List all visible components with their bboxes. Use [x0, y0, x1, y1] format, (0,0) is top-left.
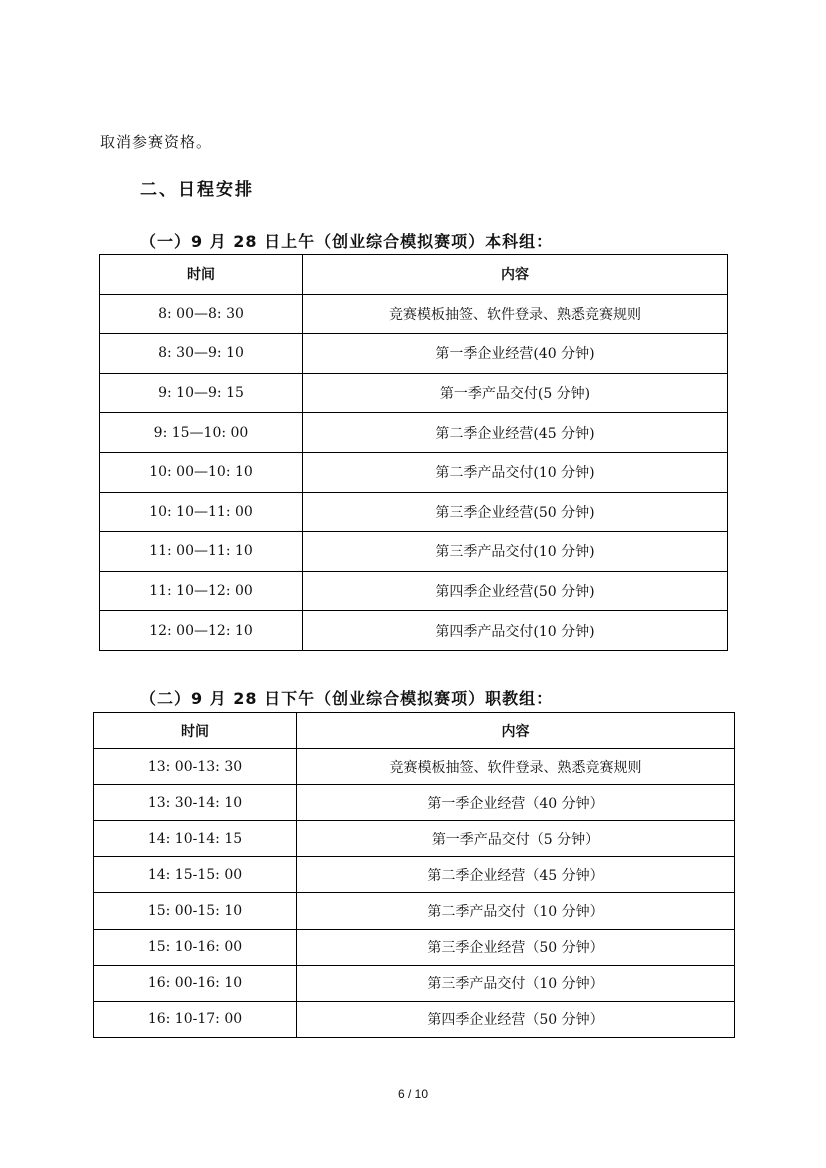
table-row	[100, 492, 728, 532]
page-number: 6 / 10	[397, 1087, 429, 1101]
time-cell: 15: 10-16: 00	[94, 929, 297, 965]
time-cell: 12: 00—12: 10	[100, 611, 303, 651]
header-content: 内容	[303, 255, 728, 295]
content-cell: 第一季企业经营(40 分钟)	[303, 334, 728, 374]
time-cell: 15: 00-15: 10	[94, 893, 297, 929]
table-row	[94, 749, 735, 785]
content-cell: 第三季企业经营（50 分钟）	[297, 929, 735, 965]
table-row	[94, 821, 735, 857]
schedule-table-undergrad	[99, 254, 728, 651]
table-row	[100, 413, 728, 453]
time-cell: 9: 10—9: 15	[100, 373, 303, 413]
table-row	[94, 893, 735, 929]
content-cell: 第四季企业经营（50 分钟）	[297, 1001, 735, 1037]
table-header-row	[100, 255, 728, 295]
table-row	[94, 1001, 735, 1037]
content-cell: 第二季产品交付（10 分钟）	[297, 893, 735, 929]
header-time: 时间	[94, 713, 297, 749]
content-cell: 第二季企业经营(45 分钟)	[303, 413, 728, 453]
table-row	[100, 373, 728, 413]
table-row	[100, 611, 728, 651]
time-cell: 8: 30—9: 10	[100, 334, 303, 374]
content-cell: 竞赛模板抽签、软件登录、熟悉竞赛规则	[303, 294, 728, 334]
table-row	[100, 334, 728, 374]
table-row	[100, 532, 728, 572]
content-cell: 第三季企业经营(50 分钟)	[303, 492, 728, 532]
time-cell: 13: 00-13: 30	[94, 749, 297, 785]
table-row	[94, 785, 735, 821]
table-row	[100, 571, 728, 611]
table1-caption: （一）9 月 28 日上午（创业综合模拟赛项）本科组：	[140, 232, 554, 251]
content-cell: 竞赛模板抽签、软件登录、熟悉竞赛规则	[297, 749, 735, 785]
table-row	[100, 452, 728, 492]
time-cell: 14: 15-15: 00	[94, 857, 297, 893]
schedule-table-vocational	[93, 712, 735, 1038]
time-cell: 10: 00—10: 10	[100, 452, 303, 492]
intro-text: 取消参赛资格。	[100, 133, 213, 151]
table-row	[94, 965, 735, 1001]
header-time: 时间	[100, 255, 303, 295]
table-header-row	[94, 713, 735, 749]
time-cell: 13: 30-14: 10	[94, 785, 297, 821]
time-cell: 11: 00—11: 10	[100, 532, 303, 572]
content-cell: 第三季产品交付(10 分钟)	[303, 532, 728, 572]
time-cell: 10: 10—11: 00	[100, 492, 303, 532]
content-cell: 第四季企业经营(50 分钟)	[303, 571, 728, 611]
time-cell: 11: 10—12: 00	[100, 571, 303, 611]
time-cell: 16: 00-16: 10	[94, 965, 297, 1001]
header-content: 内容	[297, 713, 735, 749]
table-row	[94, 929, 735, 965]
content-cell: 第二季企业经营（45 分钟）	[297, 857, 735, 893]
table-row	[100, 294, 728, 334]
content-cell: 第四季产品交付(10 分钟)	[303, 611, 728, 651]
table-row	[94, 857, 735, 893]
content-cell: 第一季产品交付(5 分钟)	[303, 373, 728, 413]
time-cell: 9: 15—10: 00	[100, 413, 303, 453]
time-cell: 16: 10-17: 00	[94, 1001, 297, 1037]
content-cell: 第二季产品交付(10 分钟)	[303, 452, 728, 492]
content-cell: 第一季产品交付（5 分钟）	[297, 821, 735, 857]
section-heading: 二、日程安排	[140, 180, 254, 200]
table2-caption: （二）9 月 28 日下午（创业综合模拟赛项）职教组：	[140, 689, 554, 708]
content-cell: 第三季产品交付（10 分钟）	[297, 965, 735, 1001]
content-cell: 第一季企业经营（40 分钟）	[297, 785, 735, 821]
time-cell: 8: 00—8: 30	[100, 294, 303, 334]
time-cell: 14: 10-14: 15	[94, 821, 297, 857]
